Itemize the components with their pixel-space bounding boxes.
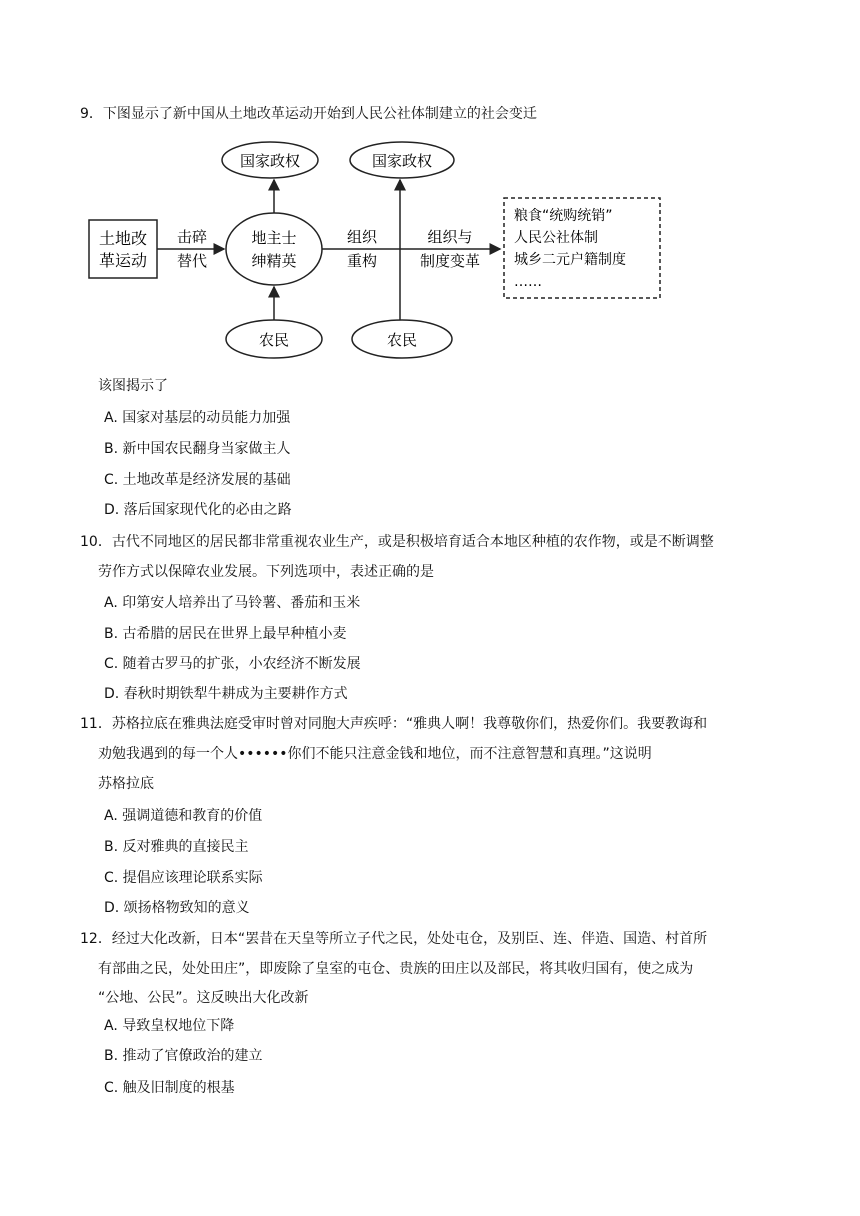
result-line-1: 粮食“统购统销” [514, 208, 613, 224]
q11-stem-line-3: 苏格拉底 [98, 776, 154, 792]
q12-stem-line-3: “公地、公民”。这反映出大化改新 [98, 990, 309, 1006]
q9-option-b[interactable]: B. 新中国农民翻身当家做主人 [104, 441, 291, 457]
q10-option-a[interactable]: A. 印第安人培养出了马铃薯、番茄和玉米 [104, 595, 361, 611]
top2-label: 国家政权 [371, 152, 433, 170]
arrow2-label-2: 重构 [346, 252, 378, 270]
q11-stem-line-2: 劝勉我遇到的每一个人••••••你们不能只注意金钱和地位，而不注意智慧和真理。”这说明 [98, 746, 652, 762]
q9-lead: 该图揭示了 [98, 378, 168, 394]
q10-option-c[interactable]: C. 随着古罗马的扩张，小农经济不断发展 [104, 656, 361, 672]
q9-option-c[interactable]: C. 土地改革是经济发展的基础 [104, 472, 291, 488]
arrow2-label-1: 组织 [346, 228, 378, 246]
center-label-2: 绅精英 [251, 252, 297, 270]
q11-option-a[interactable]: A. 强调道德和教育的价值 [104, 808, 263, 824]
result-line-3: 城乡二元户籍制度 [514, 252, 626, 268]
q9-option-d[interactable]: D. 落后国家现代化的必由之路 [104, 502, 292, 518]
q12-stem-line-1: 12．经过大化改新，日本“罢昔在天皇等所立子代之民，处处屯仓，及别臣、连、伴造、国造、村首所 [80, 931, 708, 947]
land-reform-label-2: 革运动 [98, 251, 148, 270]
q12-option-c[interactable]: C. 触及旧制度的根基 [104, 1080, 235, 1096]
q12-stem-line-2: 有部曲之民，处处田庄”，即废除了皇室的屯仓、贵族的田庄以及部民，将其收归国有，使之成为 [98, 961, 694, 977]
q10-stem-line-1: 10．古代不同地区的居民都非常重视农业生产，或是积极培育适合本地区种植的农作物，或是不断调整 [80, 534, 714, 550]
result-line-2: 人民公社体制 [514, 230, 598, 246]
arrow3-label-2: 制度变革 [419, 252, 481, 270]
q12-option-b[interactable]: B. 推动了官僚政治的建立 [104, 1048, 263, 1064]
top1-label: 国家政权 [239, 152, 301, 170]
q9-diagram [0, 136, 860, 376]
arrow3-label-1: 组织与 [427, 228, 473, 246]
center-label-1: 地主士 [251, 229, 297, 247]
q9-stem: 9．下图显示了新中国从土地改革运动开始到人民公社体制建立的社会变迁 [80, 106, 537, 122]
result-line-4: …… [514, 274, 542, 290]
bottom2-label: 农民 [386, 331, 418, 349]
arrow1-label-2: 替代 [176, 252, 208, 270]
q11-stem-line-1: 11．苏格拉底在雅典法庭受审时曾对同胞大声疾呼：“雅典人啊！我尊敬你们，热爱你们。我要教诲和 [80, 716, 708, 732]
q10-option-b[interactable]: B. 古希腊的居民在世界上最早种植小麦 [104, 626, 347, 642]
q9-option-a[interactable]: A. 国家对基层的动员能力加强 [104, 410, 291, 426]
q12-option-a[interactable]: A. 导致皇权地位下降 [104, 1018, 235, 1034]
q11-option-c[interactable]: C. 提倡应该理论联系实际 [104, 870, 263, 886]
gentry-elite-node [226, 213, 322, 285]
q10-option-d[interactable]: D. 春秋时期铁犁牛耕成为主要耕作方式 [104, 686, 348, 702]
q11-option-d[interactable]: D. 颂扬格物致知的意义 [104, 900, 250, 916]
arrow1-label-1: 击碎 [176, 228, 208, 246]
land-reform-label-1: 土地改 [98, 229, 148, 248]
q11-option-b[interactable]: B. 反对雅典的直接民主 [104, 839, 249, 855]
bottom1-label: 农民 [258, 331, 290, 349]
q10-stem-line-2: 劳作方式以保障农业发展。下列选项中，表述正确的是 [98, 564, 434, 580]
